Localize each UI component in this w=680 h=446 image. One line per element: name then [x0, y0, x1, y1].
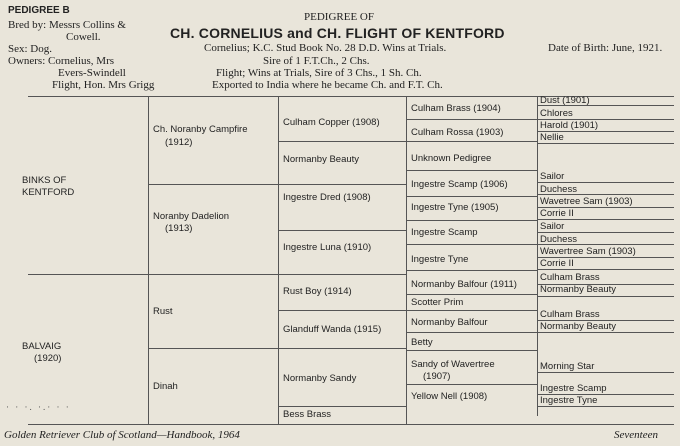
rule [537, 296, 674, 297]
dam-year: (1920) [34, 353, 62, 364]
gen5-ancestor: Wavertree Sam (1903) [540, 246, 636, 257]
gen4-ancestor: Yellow Nell (1908) [411, 391, 488, 402]
gen3-ancestor: Bess Brass [283, 409, 332, 420]
description-line-2: Sire of 1 F.T.Ch., 2 Chs. [263, 55, 370, 67]
gen5-ancestor: Corrie II [540, 208, 574, 219]
rule [406, 384, 537, 385]
gen4-ancestor: Sandy of Wavertree [411, 359, 495, 370]
rule [537, 372, 674, 373]
gen5-ancestor: Chlores [540, 108, 573, 119]
gen5-ancestor: Duchess [540, 184, 577, 195]
gen3-ancestor: Ingestre Luna (1910) [283, 242, 372, 253]
gen4-ancestor: Ingestre Tyne (1905) [411, 202, 499, 213]
footer-source: Golden Retriever Club of Scotland—Handbook, 1964 [4, 429, 240, 441]
granddam-sire-year: (1913) [165, 223, 193, 234]
owners: Owners: Cornelius, Mrs [8, 55, 115, 67]
gen5-ancestor: Culham Brass [540, 309, 600, 320]
pedigree-of-label: PEDIGREE OF [304, 11, 374, 23]
gen5-ancestor: Wavetree Sam (1903) [540, 196, 633, 207]
rule [537, 406, 674, 407]
gen3-ancestor: Normanby Sandy [283, 373, 357, 384]
column-divider-2 [278, 96, 279, 424]
rule [406, 220, 537, 221]
bred-by: Bred by: Messrs Collins & [8, 19, 126, 31]
sire-name-cont: KENTFORD [22, 187, 75, 198]
granddam-dam: Dinah [153, 381, 178, 392]
gen3-ancestor: Ingestre Dred (1908) [283, 192, 371, 203]
page-number: Seventeen [614, 429, 658, 441]
gen4-ancestor: Ingestre Tyne [411, 254, 469, 265]
rule [148, 348, 278, 349]
rule [406, 332, 537, 333]
gen5-ancestor: Normanby Beauty [540, 321, 617, 332]
column-divider-1 [148, 96, 149, 424]
rule [148, 274, 278, 275]
sex: Sex: Dog. [8, 43, 52, 55]
gen4-ancestor-year: (1907) [423, 371, 451, 382]
rule [278, 274, 406, 275]
rule [278, 184, 406, 185]
rule [537, 332, 674, 333]
gen4-ancestor: Culham Brass (1904) [411, 103, 501, 114]
gen5-ancestor: Ingestre Scamp [540, 383, 607, 394]
gen4-ancestor: Ingestre Scamp [411, 227, 478, 238]
rule [537, 182, 674, 183]
rule [406, 170, 537, 171]
owners-flight: Flight, Hon. Mrs Grigg [52, 79, 155, 91]
rule [406, 350, 537, 351]
sire-name: BINKS OF [22, 175, 67, 186]
grandsire-dam: Rust [153, 306, 173, 317]
rule [278, 406, 406, 407]
column-divider-3 [406, 96, 407, 424]
rule [537, 269, 674, 270]
rule [148, 184, 278, 185]
rule [537, 143, 674, 144]
gen4-ancestor: Normanby Balfour [411, 317, 488, 328]
gen5-ancestor: Harold (1901) [540, 120, 599, 131]
print-specks: · · ·. ·.· · · [6, 402, 71, 412]
sire-dam-divider [28, 274, 148, 275]
page-title: CH. CORNELIUS and CH. FLIGHT OF KENTFORD [170, 25, 505, 41]
grandsire-sire: Ch. Noranby Campfire [153, 124, 248, 135]
granddam-sire: Noranby Dadelion [153, 211, 230, 222]
gen5-ancestor: Sailor [540, 171, 565, 182]
bred-by-cont: Cowell. [66, 31, 101, 43]
rule [406, 119, 537, 120]
description-line-4: Exported to India where he became Ch. and F.T. Ch. [212, 79, 443, 91]
owners-cont: Evers-Swindell [58, 67, 126, 79]
rule [406, 244, 537, 245]
column-divider-4 [537, 96, 538, 416]
gen4-ancestor: Ingestre Scamp (1906) [411, 179, 508, 190]
rule [278, 348, 406, 349]
rule [278, 230, 406, 231]
gen4-ancestor: Scotter Prim [411, 297, 464, 308]
rule [406, 294, 537, 295]
gen5-ancestor: Duchess [540, 234, 577, 245]
gen5-ancestor: Culham Brass [540, 272, 600, 283]
gen4-ancestor: Culham Rossa (1903) [411, 127, 504, 138]
gen3-ancestor: Glanduff Wanda (1915) [283, 324, 382, 335]
pedigree-label: PEDIGREE B [8, 5, 70, 16]
gen3-ancestor: Rust Boy (1914) [283, 286, 352, 297]
gen5-ancestor: Sailor [540, 221, 565, 232]
rule [278, 310, 406, 311]
gen5-ancestor: Ingestre Tyne [540, 395, 598, 406]
description-line-1: Cornelius; K.C. Stud Book No. 28 D.D. Wins at Trials. [204, 42, 447, 54]
rule [406, 196, 537, 197]
gen3-ancestor: Culham Copper (1908) [283, 117, 380, 128]
gen4-ancestor: Normanby Balfour (1911) [411, 279, 517, 290]
grandsire-sire-year: (1912) [165, 137, 193, 148]
gen5-ancestor: Normanby Beauty [540, 284, 617, 295]
description-line-3: Flight; Wins at Trials, Sire of 3 Chs., 1 Sh. Ch. [216, 67, 422, 79]
gen4-ancestor: Betty [411, 337, 433, 348]
gen4-ancestor: Unknown Pedigree [411, 153, 492, 164]
rule [406, 141, 537, 142]
rule [406, 310, 537, 311]
gen3-ancestor: Normanby Beauty [283, 154, 360, 165]
gen5-ancestor: Dust (1901) [540, 95, 590, 106]
date-of-birth: Date of Birth: June, 1921. [548, 42, 663, 54]
footer-rule [28, 424, 674, 425]
gen5-ancestor: Nellie [540, 132, 564, 143]
gen5-ancestor: Corrie II [540, 258, 574, 269]
gen5-ancestor: Morning Star [540, 361, 595, 372]
rule [537, 219, 674, 220]
rule [278, 141, 406, 142]
dam-name: BALVAIG [22, 341, 62, 352]
rule [406, 270, 537, 271]
rule [537, 232, 674, 233]
